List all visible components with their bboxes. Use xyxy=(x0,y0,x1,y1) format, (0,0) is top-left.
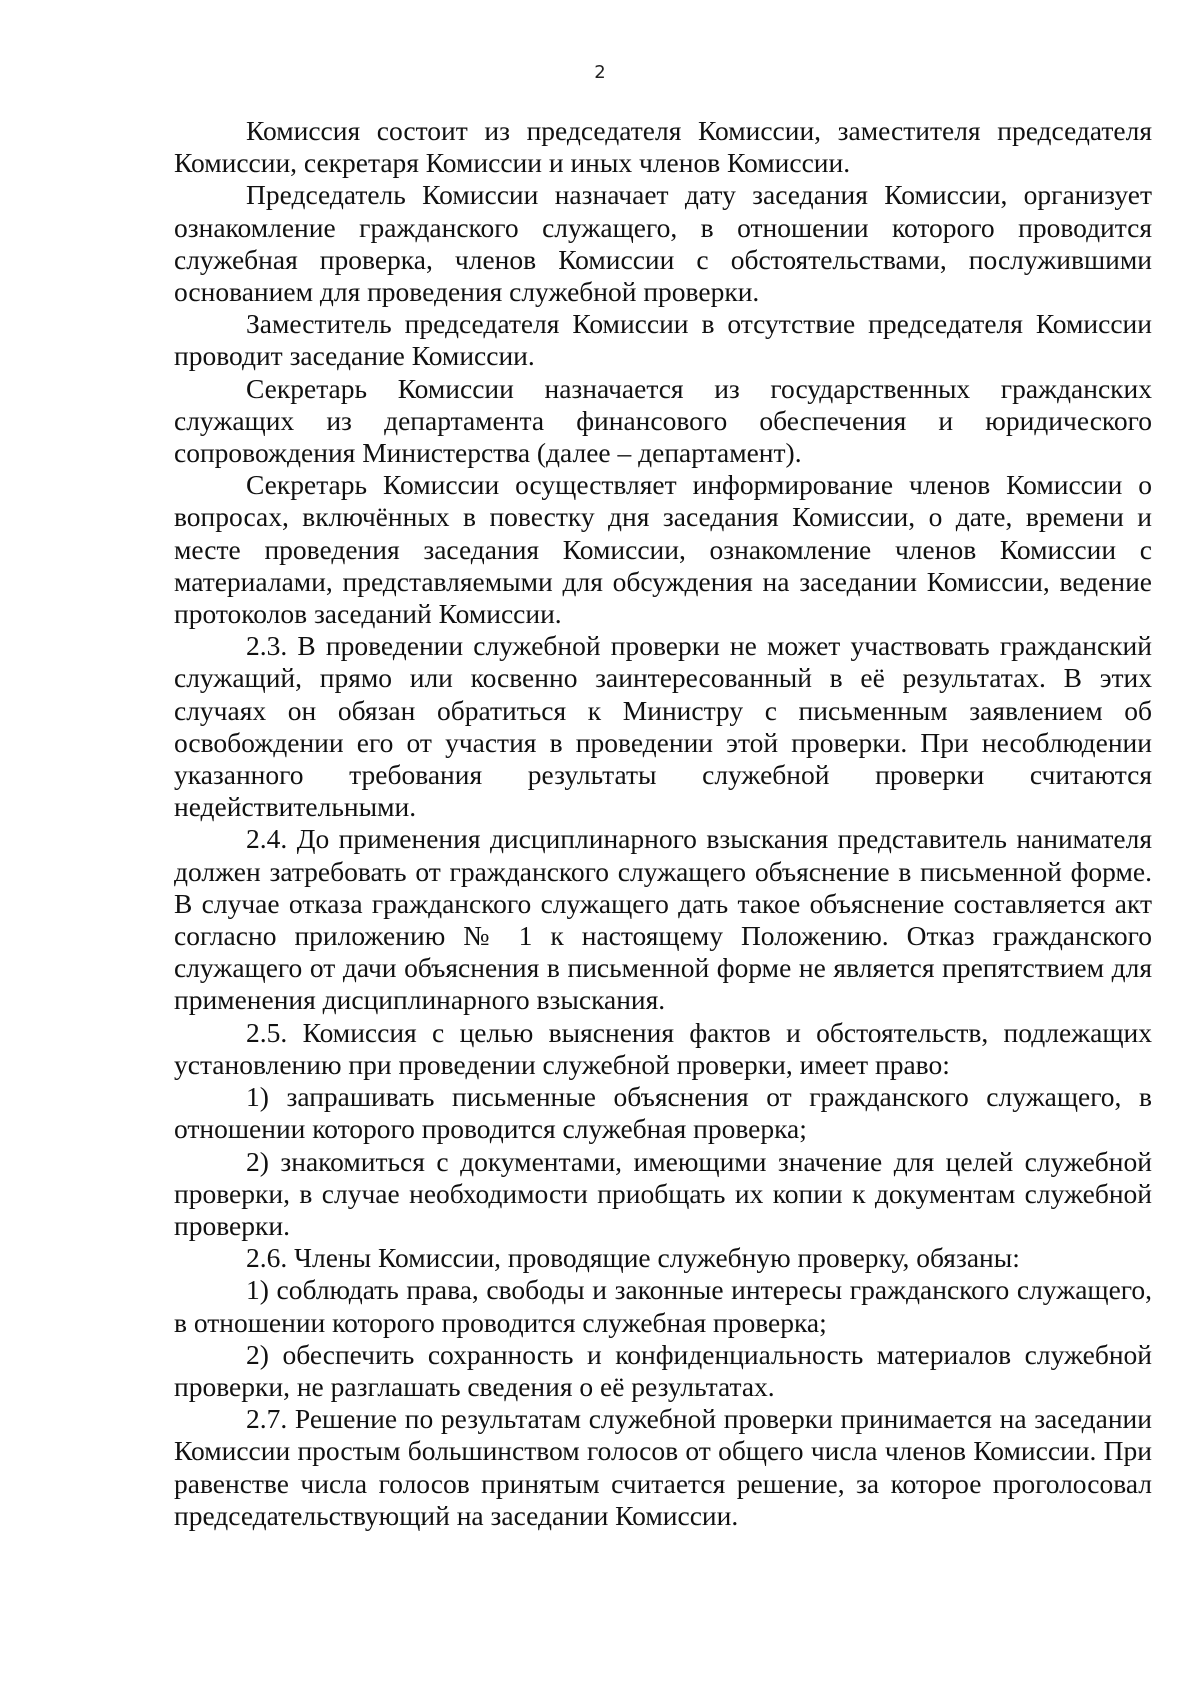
paragraph-deputy-chairman: Заместитель председателя Комиссии в отсутствие председателя Комиссии проводит заседание Комиссии. xyxy=(174,308,1152,372)
paragraph-2-7: 2.7. Решение по результатам служебной проверки принимается на заседании Комиссии простым большинством голосов от общего числа членов Комиссии. При равенстве числа голосов принятым считается решение, за которое проголосовал председательствующий на заседании Комиссии. xyxy=(174,1403,1152,1531)
document-body xyxy=(174,115,1152,1532)
paragraph-2-3: 2.3. В проведении служебной проверки не может участвовать гражданский служащий, прямо или косвенно заинтересованный в её результатах. В этих случаях он обязан обратиться к Министру с письменным заявлением об освобождении его от участия в проведении этой проверки. При несоблюдении указанного требования результаты служебной проверки считаются недействительными. xyxy=(174,630,1152,823)
paragraph-2-5-item-1: 1) запрашивать письменные объяснения от гражданского служащего, в отношении которого проводится служебная проверка; xyxy=(174,1081,1152,1145)
paragraph-secretary-appointment: Секретарь Комиссии назначается из государственных гражданских служащих из департамента финансового обеспечения и юридического сопровождения Министерства (далее – департамент). xyxy=(174,372,1152,469)
paragraph-2-6-item-1: 1) соблюдать права, свободы и законные интересы гражданского служащего, в отношении которого проводится служебная проверка; xyxy=(174,1274,1152,1338)
page-number: 2 xyxy=(594,62,606,83)
paragraph-chairman-duties: Председатель Комиссии назначает дату заседания Комиссии, организует ознакомление гражданского служащего, в отношении которого проводится служебная проверка, членов Комиссии с обстоятельствами, послужившими основанием для проведения служебной проверки. xyxy=(174,179,1152,308)
paragraph-2-5-item-2: 2) знакомиться с документами, имеющими значение для целей служебной проверки, в случае необходимости приобщать их копии к документам служебной проверки. xyxy=(174,1145,1152,1241)
paragraph-secretary-duties: Секретарь Комиссии осуществляет информирование членов Комиссии о вопросах, включённых в повестку дня заседания Комиссии, о дате, времени и месте проведения заседания Комиссии, ознакомление членов Комиссии с материалами, представляемыми для обсуждения на заседании Комиссии, ведение протоколов заседаний Комиссии. xyxy=(174,469,1152,630)
paragraph-2-4: 2.4. До применения дисциплинарного взыскания представитель нанимателя должен затребовать от гражданского служащего объяснение в письменной форме. В случае отказа гражданского служащего дать такое объяснение составляется акт согласно приложению № 1 к настоящему Положению. Отказ гражданского служащего от дачи объяснения в письменной форме не является препятствием для применения дисциплинарного взыскания. xyxy=(174,823,1152,1016)
paragraph-2-5: 2.5. Комиссия с целью выяснения фактов и обстоятельств, подлежащих установлению при проведении служебной проверки, имеет право: xyxy=(174,1016,1152,1080)
paragraph-commission-composition: Комиссия состоит из председателя Комиссии, заместителя председателя Комиссии, секретаря Комиссии и иных членов Комиссии. xyxy=(174,115,1152,179)
paragraph-2-6: 2.6. Члены Комиссии, проводящие служебную проверку, обязаны: xyxy=(246,1242,1020,1274)
paragraph-2-6-item-2: 2) обеспечить сохранность и конфиденциальность материалов служебной проверки, не разглашать сведения о её результатах. xyxy=(174,1338,1152,1402)
